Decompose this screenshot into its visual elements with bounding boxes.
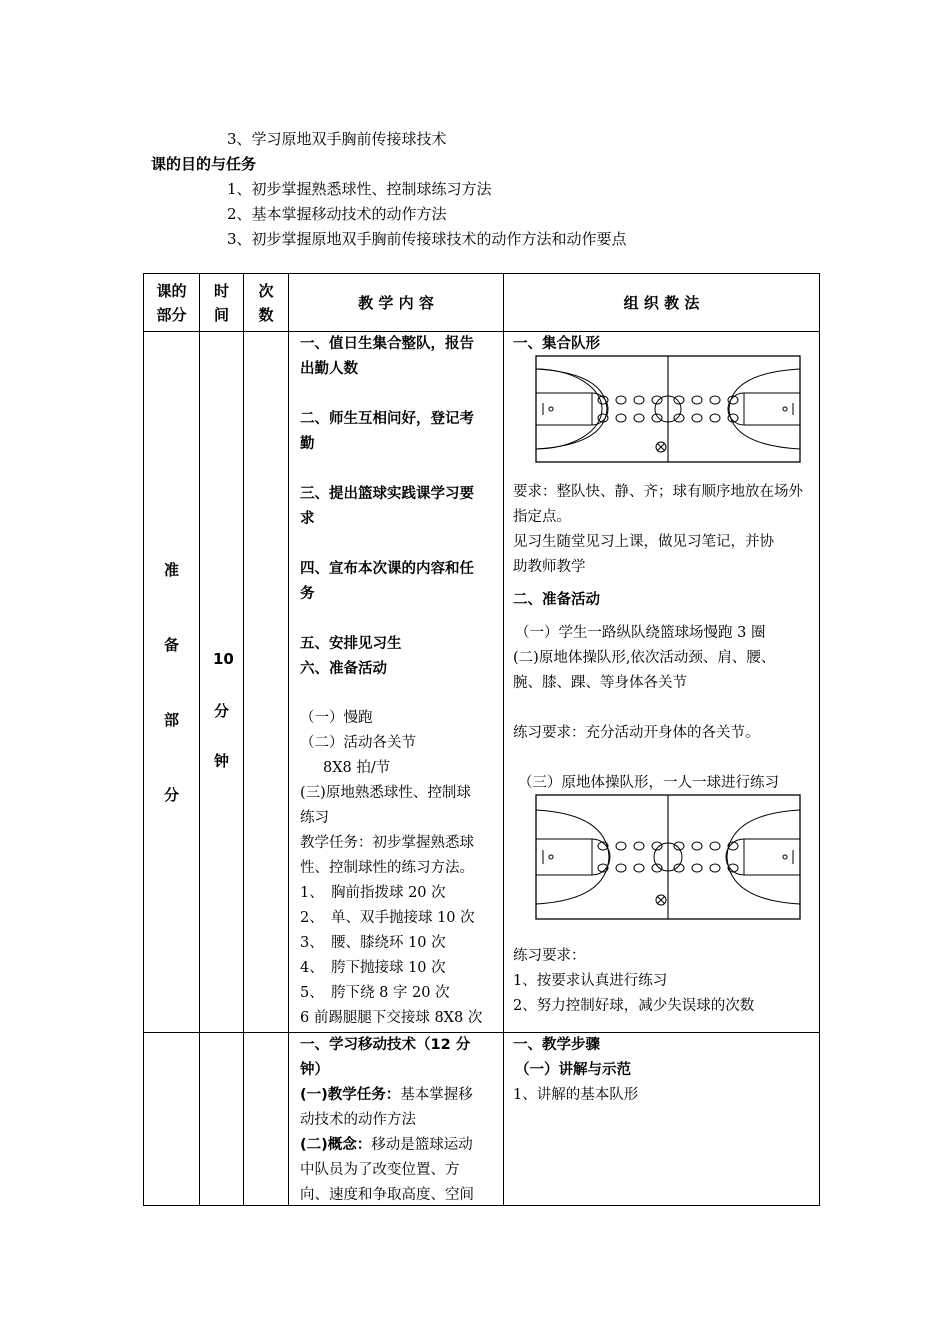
time-unit: 分: [214, 702, 230, 720]
content-task: 性、控制球性的练习方法。: [300, 860, 474, 876]
time-unit: 钟: [214, 752, 230, 770]
lesson-plan-table: [143, 273, 820, 1206]
content-item: 四、宣布本次课的内容和任: [300, 561, 474, 577]
count-cell: [244, 1033, 289, 1206]
content-item: (二)概念：移动是篮球运动: [300, 1137, 473, 1153]
content-item: 勤: [300, 436, 315, 452]
method-text: （三）原地体操队形，一人一球进行练习: [518, 775, 779, 791]
method-heading: 二、准备活动: [513, 592, 600, 608]
method-text: 练习要求：: [513, 948, 586, 964]
goal-item: 3、初步掌握原地双手胸前传接球技术的动作方法和动作要点: [227, 230, 627, 248]
method-text: (二)原地体操队形,依次活动颈、肩、腰、: [513, 650, 776, 666]
section-char: 分: [164, 786, 180, 804]
method-cell: [504, 1033, 820, 1206]
drill-item: 2、 单、双手抛接球 10 次: [300, 910, 475, 926]
content-sub: 练习: [300, 810, 329, 826]
content-item: 中队员为了改变位置、方: [300, 1162, 460, 1178]
content-cell: [289, 332, 504, 1033]
content-item: (一)教学任务：基本掌握移: [300, 1087, 473, 1103]
content-item: 五、安排见习生: [300, 636, 402, 652]
section-cell: [144, 332, 200, 1033]
header-count: 次 数: [244, 274, 289, 332]
method-text: 1、讲解的基本队形: [513, 1087, 639, 1103]
method-cell: [504, 332, 820, 1033]
header-method: 组 织 教 法: [504, 274, 820, 332]
section-cell: [144, 1033, 200, 1206]
drill-item: 3、 腰、膝绕环 10 次: [300, 935, 446, 951]
method-heading: 一、集合队形: [513, 336, 600, 352]
method-text: 要求：整队快、静、齐；球有顺序地放在场外: [513, 484, 803, 500]
content-item: 一、值日生集合整队，报告: [300, 336, 474, 352]
content-item: 出勤人数: [300, 361, 358, 377]
method-text: 1、按要求认真进行练习: [513, 973, 668, 989]
method-text: 2、努力控制好球，减少失误球的次数: [513, 998, 755, 1014]
time-value: 10: [213, 650, 234, 668]
drill-item: 6 前踢腿腿下交接球 8X8 次: [300, 1010, 483, 1026]
method-text: 练习要求：充分活动开身体的各关节。: [513, 725, 760, 741]
content-item: 六、准备活动: [300, 661, 387, 677]
content-item: 一、学习移动技术（12 分: [300, 1037, 471, 1053]
section-char: 部: [164, 711, 180, 729]
header-time: 时 间: [200, 274, 244, 332]
method-heading: 一、教学步骤: [513, 1037, 600, 1053]
content-item: 务: [300, 586, 315, 602]
drill-item: 5、 胯下绕 8 字 20 次: [300, 985, 450, 1001]
content-item: 向、速度和争取高度、空间: [300, 1187, 474, 1203]
method-text: 助教师教学: [513, 559, 586, 575]
header-content: 教 学 内 容: [289, 274, 504, 332]
time-cell: [200, 332, 244, 1033]
basketball-court-diagram: [535, 794, 801, 920]
content-item: 三、提出篮球实践课学习要: [300, 486, 474, 502]
content-sub-detail: 8X8 拍/节: [323, 760, 391, 776]
header-section: 课的 部分: [144, 274, 200, 332]
basketball-court-diagram: [535, 355, 801, 463]
goals-heading: 课的目的与任务: [151, 155, 257, 173]
method-heading: （一）讲解与示范: [515, 1062, 631, 1078]
drill-item: 4、 胯下抛接球 10 次: [300, 960, 446, 976]
content-item: 二、师生互相问好，登记考: [300, 411, 474, 427]
content-item: 动技术的动作方法: [300, 1112, 416, 1128]
content-sub: （二）活动各关节: [300, 735, 416, 751]
content-cell: [289, 1033, 504, 1206]
section-char: 备: [164, 636, 180, 654]
content-item: 钟）: [300, 1062, 329, 1078]
method-text: 指定点。: [513, 509, 571, 525]
time-cell: [200, 1033, 244, 1206]
content-item: 求: [300, 511, 315, 527]
goal-item: 1、初步掌握熟悉球性、控制球练习方法: [227, 180, 492, 198]
content-sub: （一）慢跑: [300, 710, 373, 726]
intro-line: 3、学习原地双手胸前传接球技术: [227, 130, 447, 148]
count-cell: [244, 332, 289, 1033]
drill-item: 1、 胸前指拨球 20 次: [300, 885, 446, 901]
method-text: （一）学生一路纵队绕篮球场慢跑 3 圈: [515, 625, 766, 641]
method-text: 见习生随堂见习上课，做见习笔记，并协: [513, 534, 774, 550]
section-char: 准: [164, 561, 180, 579]
content-task: 教学任务：初步掌握熟悉球: [300, 835, 474, 851]
content-sub: (三)原地熟悉球性、控制球: [300, 785, 471, 801]
goal-item: 2、基本掌握移动技术的动作方法: [227, 205, 447, 223]
method-text: 腕、膝、踝、等身体各关节: [513, 675, 687, 691]
